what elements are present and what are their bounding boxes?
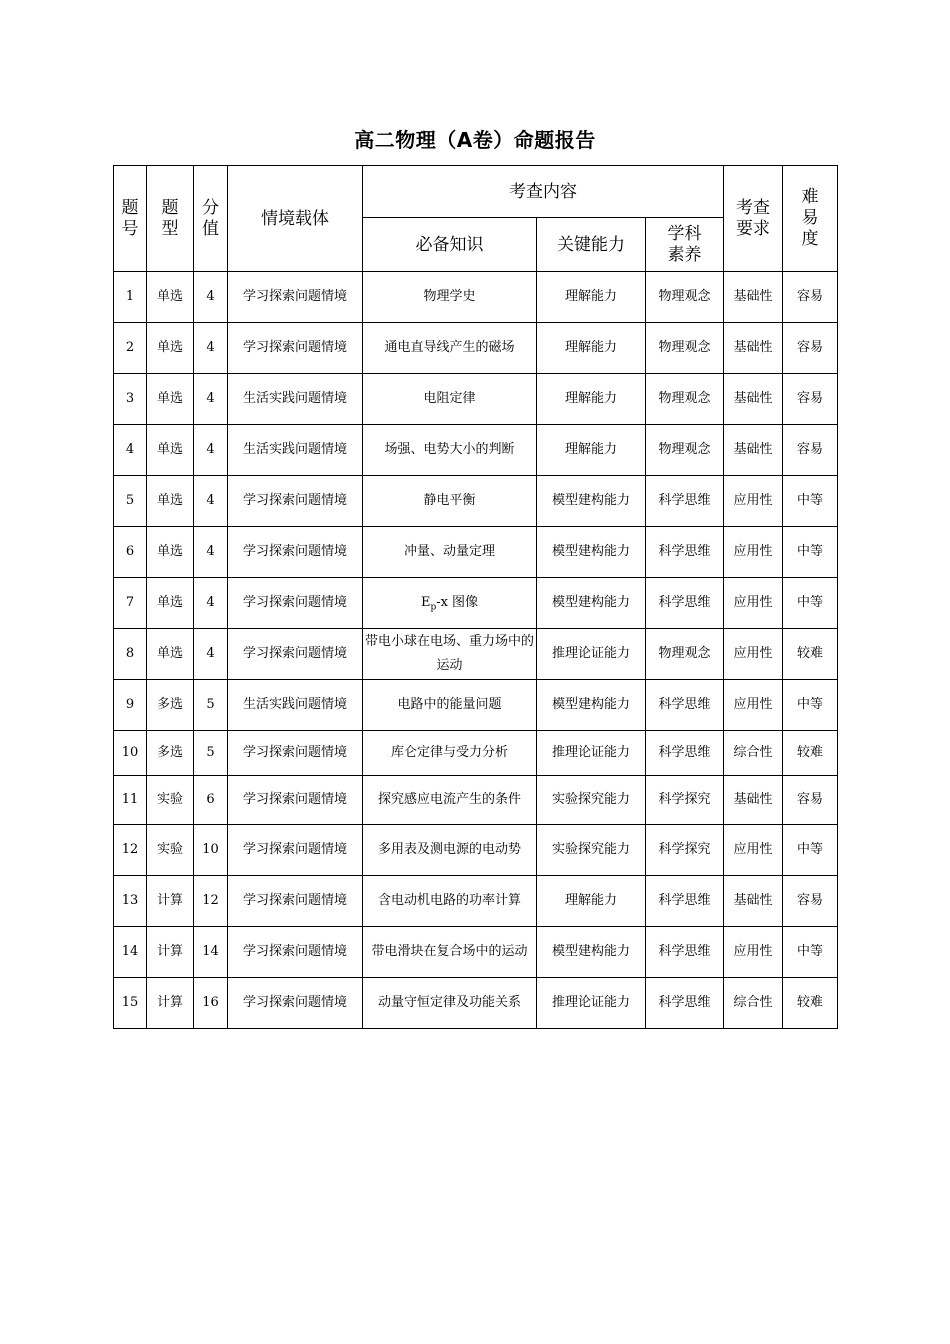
table-row — [114, 323, 838, 374]
cell-type: 实验 — [147, 825, 194, 876]
cell-knowledge: 多用表及测电源的电动势 — [363, 825, 537, 876]
cell-context: 学习探索问题情境 — [228, 476, 363, 527]
cell-difficulty: 容易 — [783, 776, 838, 825]
cell-no: 14 — [114, 927, 147, 978]
cell-difficulty: 较难 — [783, 978, 838, 1029]
cell-ability: 推理论证能力 — [537, 731, 646, 776]
cell-requirement: 应用性 — [724, 825, 783, 876]
cell-type: 计算 — [147, 876, 194, 927]
cell-knowledge: 库仑定律与受力分析 — [363, 731, 537, 776]
table-row — [114, 876, 838, 927]
cell-ability: 模型建构能力 — [537, 527, 646, 578]
cell-difficulty: 中等 — [783, 927, 838, 978]
cell-score: 5 — [194, 731, 228, 776]
cell-requirement: 基础性 — [724, 272, 783, 323]
exam-report-table — [113, 165, 838, 1029]
cell-type: 单选 — [147, 629, 194, 680]
cell-ability: 推理论证能力 — [537, 629, 646, 680]
cell-difficulty: 容易 — [783, 323, 838, 374]
cell-no: 4 — [114, 425, 147, 476]
header-requirement-text: 考查 要求 — [736, 197, 771, 239]
cell-no: 15 — [114, 978, 147, 1029]
cell-difficulty: 容易 — [783, 374, 838, 425]
cell-literacy: 物理观念 — [646, 323, 724, 374]
cell-type: 计算 — [147, 927, 194, 978]
cell-score: 10 — [194, 825, 228, 876]
cell-no: 11 — [114, 776, 147, 825]
header-content: 考查内容 — [363, 166, 724, 218]
cell-score: 4 — [194, 425, 228, 476]
header-row-1 — [114, 166, 838, 218]
cell-literacy: 科学探究 — [646, 776, 724, 825]
cell-difficulty: 中等 — [783, 527, 838, 578]
cell-type: 实验 — [147, 776, 194, 825]
cell-difficulty: 较难 — [783, 731, 838, 776]
cell-requirement: 应用性 — [724, 680, 783, 731]
table-row — [114, 680, 838, 731]
cell-context: 学习探索问题情境 — [228, 323, 363, 374]
cell-no: 6 — [114, 527, 147, 578]
cell-difficulty: 中等 — [783, 578, 838, 629]
subscript: p — [430, 602, 437, 613]
cell-knowledge: $E_p-x$ 图像 — [363, 578, 537, 629]
cell-literacy: 科学思维 — [646, 927, 724, 978]
cell-score: 4 — [194, 527, 228, 578]
cell-knowledge: 静电平衡 — [363, 476, 537, 527]
cell-difficulty: 容易 — [783, 876, 838, 927]
cell-ability: 推理论证能力 — [537, 978, 646, 1029]
cell-literacy: 科学思维 — [646, 731, 724, 776]
cell-requirement: 基础性 — [724, 425, 783, 476]
cell-requirement: 应用性 — [724, 527, 783, 578]
cell-context: 学习探索问题情境 — [228, 731, 363, 776]
cell-difficulty: 中等 — [783, 476, 838, 527]
cell-no: 2 — [114, 323, 147, 374]
cell-score: 4 — [194, 374, 228, 425]
cell-score: 4 — [194, 629, 228, 680]
cell-no: 3 — [114, 374, 147, 425]
cell-knowledge: 含电动机电路的功率计算 — [363, 876, 537, 927]
cell-literacy: 科学思维 — [646, 527, 724, 578]
cell-type: 单选 — [147, 272, 194, 323]
cell-ability: 理解能力 — [537, 876, 646, 927]
cell-literacy: 科学思维 — [646, 978, 724, 1029]
cell-context: 学习探索问题情境 — [228, 927, 363, 978]
cell-difficulty: 容易 — [783, 425, 838, 476]
cell-requirement: 基础性 — [724, 323, 783, 374]
cell-context: 生活实践问题情境 — [228, 425, 363, 476]
page-title: 高二物理（A卷）命题报告 — [354, 128, 596, 152]
cell-no: 5 — [114, 476, 147, 527]
table-body — [114, 272, 838, 1029]
cell-type: 单选 — [147, 527, 194, 578]
cell-ability: 理解能力 — [537, 374, 646, 425]
cell-literacy: 科学思维 — [646, 476, 724, 527]
header-no — [114, 166, 147, 272]
cell-score: 5 — [194, 680, 228, 731]
table-row — [114, 978, 838, 1029]
cell-knowledge: 探究感应电流产生的条件 — [363, 776, 537, 825]
cell-requirement: 综合性 — [724, 978, 783, 1029]
cell-literacy: 物理观念 — [646, 272, 724, 323]
cell-no: 7 — [114, 578, 147, 629]
cell-type: 计算 — [147, 978, 194, 1029]
header-requirement — [724, 166, 783, 272]
cell-context: 生活实践问题情境 — [228, 680, 363, 731]
cell-no: 8 — [114, 629, 147, 680]
header-literacy-text: 学科 素养 — [667, 223, 702, 265]
cell-literacy: 物理观念 — [646, 374, 724, 425]
cell-knowledge: 动量守恒定律及功能关系 — [363, 978, 537, 1029]
cell-type: 单选 — [147, 476, 194, 527]
cell-ability: 理解能力 — [537, 272, 646, 323]
cell-type: 单选 — [147, 374, 194, 425]
cell-context: 学习探索问题情境 — [228, 825, 363, 876]
cell-literacy: 科学探究 — [646, 825, 724, 876]
cell-context: 生活实践问题情境 — [228, 374, 363, 425]
table-row — [114, 476, 838, 527]
header-ability: 关键能力 — [537, 218, 646, 272]
header-score — [194, 166, 228, 272]
header-score-text: 分 值 — [202, 197, 219, 239]
cell-score: 4 — [194, 323, 228, 374]
cell-context: 学习探索问题情境 — [228, 527, 363, 578]
cell-no: 12 — [114, 825, 147, 876]
cell-ability: 模型建构能力 — [537, 927, 646, 978]
cell-context: 学习探索问题情境 — [228, 978, 363, 1029]
header-type-text: 题 型 — [161, 197, 179, 239]
cell-type: 多选 — [147, 731, 194, 776]
cell-requirement: 应用性 — [724, 927, 783, 978]
header-no-text: 题 号 — [121, 197, 139, 239]
cell-context: 学习探索问题情境 — [228, 776, 363, 825]
cell-no: 13 — [114, 876, 147, 927]
cell-no: 9 — [114, 680, 147, 731]
cell-difficulty: 较难 — [783, 629, 838, 680]
cell-ability: 模型建构能力 — [537, 476, 646, 527]
cell-requirement: 应用性 — [724, 578, 783, 629]
cell-requirement: 综合性 — [724, 731, 783, 776]
cell-score: 16 — [194, 978, 228, 1029]
cell-requirement: 应用性 — [724, 629, 783, 680]
cell-difficulty: 容易 — [783, 272, 838, 323]
header-difficulty — [783, 166, 838, 272]
table-row — [114, 731, 838, 776]
cell-ability: 理解能力 — [537, 425, 646, 476]
header-type — [147, 166, 194, 272]
cell-literacy: 物理观念 — [646, 425, 724, 476]
cell-knowledge: 电阻定律 — [363, 374, 537, 425]
cell-type: 单选 — [147, 578, 194, 629]
table-row — [114, 272, 838, 323]
cell-ability: 理解能力 — [537, 323, 646, 374]
cell-literacy: 物理观念 — [646, 629, 724, 680]
table-row — [114, 629, 838, 680]
cell-requirement: 基础性 — [724, 876, 783, 927]
cell-literacy: 科学思维 — [646, 680, 724, 731]
cell-literacy: 科学思维 — [646, 578, 724, 629]
cell-ability: 模型建构能力 — [537, 578, 646, 629]
cell-score: 4 — [194, 272, 228, 323]
cell-requirement: 应用性 — [724, 476, 783, 527]
cell-score: 14 — [194, 927, 228, 978]
cell-requirement: 基础性 — [724, 776, 783, 825]
table-row — [114, 825, 838, 876]
table-row — [114, 527, 838, 578]
cell-ability: 实验探究能力 — [537, 776, 646, 825]
cell-no: 1 — [114, 272, 147, 323]
cell-score: 12 — [194, 876, 228, 927]
cell-requirement: 基础性 — [724, 374, 783, 425]
table-row — [114, 374, 838, 425]
cell-knowledge: 冲量、动量定理 — [363, 527, 537, 578]
cell-no: 10 — [114, 731, 147, 776]
cell-score: 4 — [194, 476, 228, 527]
cell-score: 4 — [194, 578, 228, 629]
cell-ability: 实验探究能力 — [537, 825, 646, 876]
header-knowledge: 必备知识 — [363, 218, 537, 272]
header-difficulty-text: 难 易 度 — [801, 187, 819, 249]
cell-type: 单选 — [147, 323, 194, 374]
table-row — [114, 927, 838, 978]
cell-knowledge: 通电直导线产生的磁场 — [363, 323, 537, 374]
cell-knowledge: 场强、电势大小的判断 — [363, 425, 537, 476]
cell-difficulty: 中等 — [783, 680, 838, 731]
table-row — [114, 578, 838, 629]
cell-type: 多选 — [147, 680, 194, 731]
table-row — [114, 425, 838, 476]
cell-knowledge: 物理学史 — [363, 272, 537, 323]
header-literacy — [646, 218, 724, 272]
cell-ability: 模型建构能力 — [537, 680, 646, 731]
cell-knowledge: 带电滑块在复合场中的运动 — [363, 927, 537, 978]
cell-score: 6 — [194, 776, 228, 825]
cell-context: 学习探索问题情境 — [228, 876, 363, 927]
cell-knowledge: 电路中的能量问题 — [363, 680, 537, 731]
cell-knowledge: 带电小球在电场、重力场中的运动 — [363, 629, 537, 680]
cell-type: 单选 — [147, 425, 194, 476]
knowledge-tail: -x 图像 — [436, 595, 479, 610]
cell-context: 学习探索问题情境 — [228, 272, 363, 323]
cell-context: 学习探索问题情境 — [228, 629, 363, 680]
cell-difficulty: 中等 — [783, 825, 838, 876]
header-context: 情境载体 — [228, 166, 363, 272]
cell-context: 学习探索问题情境 — [228, 578, 363, 629]
cell-literacy: 科学思维 — [646, 876, 724, 927]
table-row — [114, 776, 838, 825]
